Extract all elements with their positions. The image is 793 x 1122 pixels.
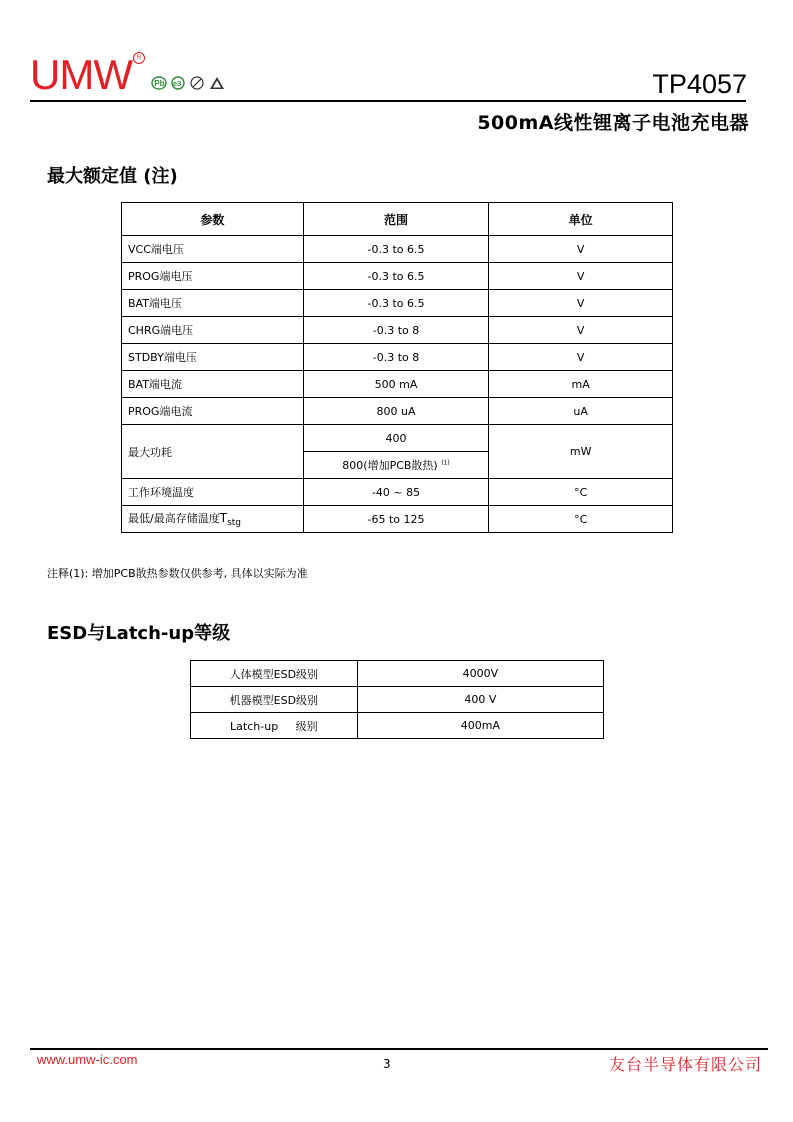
unit-cell: V	[489, 290, 673, 317]
range-cell: -0.3 to 6.5	[303, 290, 489, 317]
table-row	[122, 290, 673, 317]
unit-cell: mW	[489, 425, 673, 479]
svg-text:Pb: Pb	[154, 79, 165, 88]
unit-cell: °C	[489, 506, 673, 533]
unit-cell: V	[489, 263, 673, 290]
table-row	[191, 687, 604, 713]
esd-label-cell: 人体模型ESD级别	[191, 661, 358, 687]
table-row	[122, 263, 673, 290]
range-cell: 400	[303, 425, 489, 452]
param-cell: STDBY端电压	[122, 344, 304, 371]
unit-cell: uA	[489, 398, 673, 425]
range-cell: 500 mA	[303, 371, 489, 398]
abs-max-table	[121, 202, 673, 533]
table-row	[191, 713, 604, 739]
unit-cell: V	[489, 317, 673, 344]
column-header: 参数	[122, 203, 304, 236]
document-subtitle: 500mA线性锂离子电池充电器	[477, 112, 749, 134]
range-cell: -0.3 to 8	[303, 344, 489, 371]
table-row	[122, 371, 673, 398]
header-divider	[30, 100, 746, 102]
website-link[interactable]: www.umw-ic.com	[37, 1052, 138, 1067]
range-cell: -0.3 to 8	[303, 317, 489, 344]
rohs-icon	[191, 77, 203, 89]
esd-value-cell: 400 V	[357, 687, 603, 713]
unit-cell: V	[489, 344, 673, 371]
svg-text:e3: e3	[173, 79, 182, 88]
esd-label-cell: Latch-up 级别	[191, 713, 358, 739]
part-number: TP4057	[652, 69, 747, 99]
param-cell: BAT端电流	[122, 371, 304, 398]
footnote-marker: (1)	[441, 459, 450, 467]
range-cell: -0.3 to 6.5	[303, 263, 489, 290]
param-subscript: stg	[227, 518, 241, 529]
unit-cell: °C	[489, 479, 673, 506]
range-text: 800(增加PCB散热)	[342, 459, 438, 472]
range-cell: 800 uA	[303, 398, 489, 425]
param-cell	[122, 506, 304, 533]
certification-icons	[151, 76, 227, 90]
esd-label-cell: 机器模型ESD级别	[191, 687, 358, 713]
footer-divider	[30, 1048, 768, 1050]
unit-cell: mA	[489, 371, 673, 398]
param-cell: BAT端电压	[122, 290, 304, 317]
section-heading-abs-max: 最大额定值 (注)	[47, 166, 178, 187]
table-row	[122, 479, 673, 506]
param-text: 最低/最高存储温度	[128, 511, 220, 525]
param-symbol: T	[219, 510, 228, 525]
unit-cell: V	[489, 236, 673, 263]
table-row	[122, 236, 673, 263]
table-row	[122, 317, 673, 344]
param-cell: PROG端电流	[122, 398, 304, 425]
brand-logo: UMW	[30, 51, 132, 98]
company-name: 友台半导体有限公司	[608, 1055, 762, 1074]
range-cell: -0.3 to 6.5	[303, 236, 489, 263]
registered-mark-icon: R	[133, 52, 145, 64]
esd-value-cell: 4000V	[357, 661, 603, 687]
table-row	[122, 344, 673, 371]
param-cell: CHRG端电压	[122, 317, 304, 344]
table-row	[122, 398, 673, 425]
e3-icon	[172, 77, 184, 89]
range-cell: -65 to 125	[303, 506, 489, 533]
pb-free-icon	[152, 77, 166, 89]
esd-warning-icon	[210, 77, 224, 89]
section-heading-esd: ESD与Latch-up等级	[47, 623, 231, 644]
column-header: 范围	[303, 203, 489, 236]
param-cell: VCC端电压	[122, 236, 304, 263]
range-cell: -40 ~ 85	[303, 479, 489, 506]
param-cell: 最大功耗	[122, 425, 304, 479]
range-cell	[303, 452, 489, 479]
param-cell: 工作环境温度	[122, 479, 304, 506]
table-row-power	[122, 425, 673, 452]
esd-value-cell: 400mA	[357, 713, 603, 739]
table-row	[122, 506, 673, 533]
table-row	[191, 661, 604, 687]
page-number: 3	[383, 1057, 391, 1071]
column-header: 单位	[489, 203, 673, 236]
table-header-row	[122, 203, 673, 236]
footnote: 注释(1): 增加PCB散热参数仅供参考, 具体以实际为准	[47, 567, 308, 580]
param-cell: PROG端电压	[122, 263, 304, 290]
esd-table	[190, 660, 604, 739]
